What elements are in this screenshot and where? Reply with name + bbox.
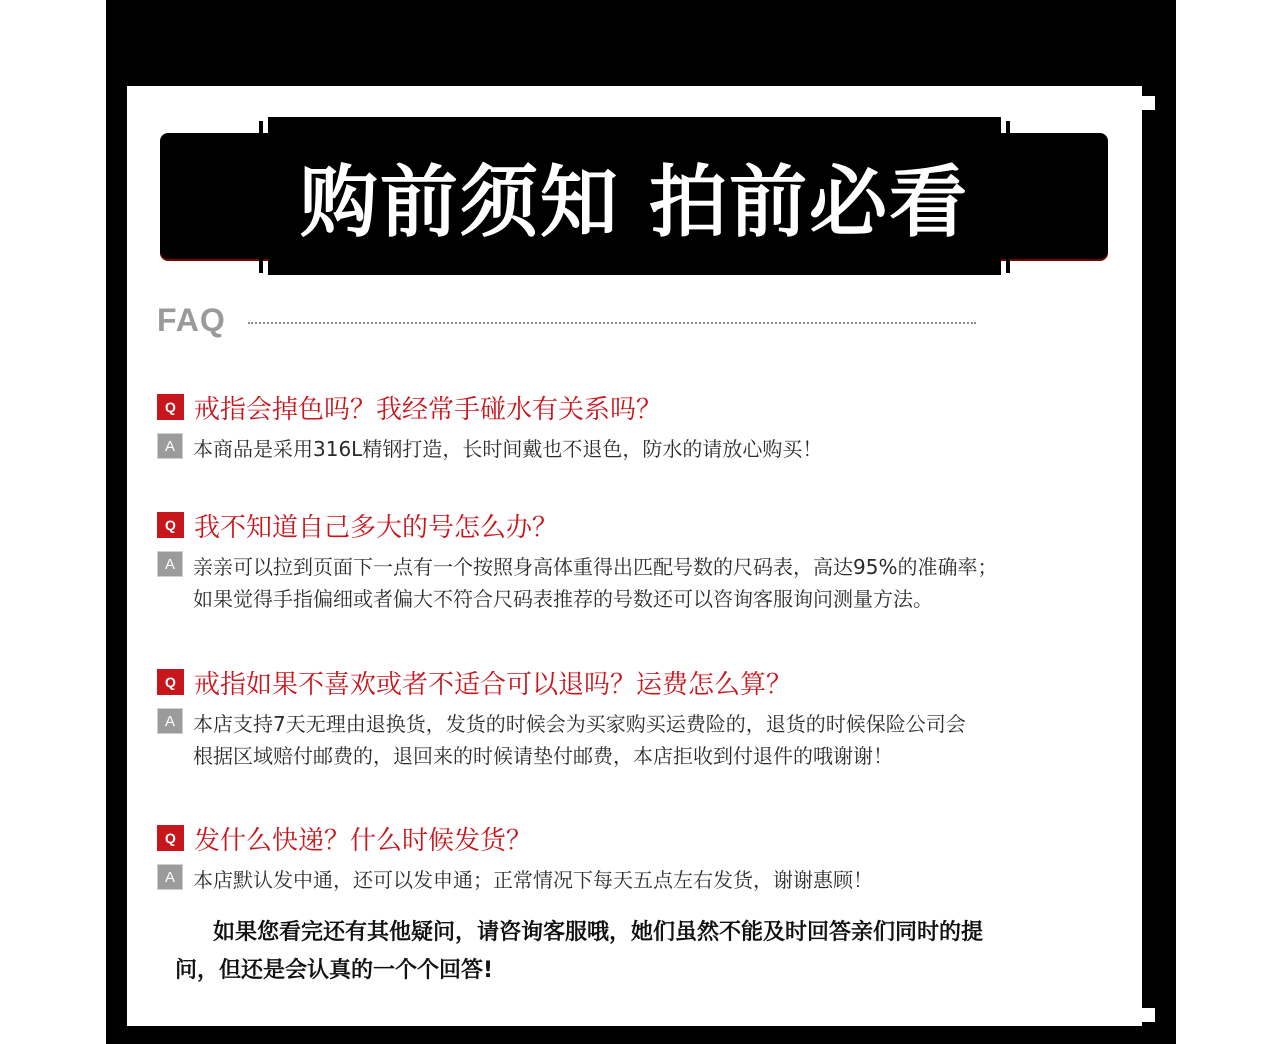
a-icon: A: [157, 433, 183, 459]
question-row: [157, 507, 1147, 543]
card-corner: [127, 1008, 139, 1022]
a-icon: A: [157, 551, 183, 577]
banner-title: 购前须知 拍前必看: [299, 158, 970, 248]
a-icon: A: [157, 864, 183, 890]
qa-item-4: [157, 820, 1147, 896]
q-icon: Q: [157, 512, 184, 538]
answer-text: 本店默认发中通，还可以发申通；正常情况下每天五点左右发货，谢谢惠顾！: [193, 868, 873, 892]
card-corner: [1141, 96, 1155, 110]
answer-row: [157, 433, 1147, 465]
question-text: 戒指如果不喜欢或者不适合可以退吗？运费怎么算？: [194, 669, 793, 700]
question-text: 戒指会掉色吗？我经常手碰水有关系吗？: [194, 394, 663, 425]
qa-item-3: [157, 664, 1147, 772]
closing-line: 如果您看完还有其他疑问，请咨询客服哦，她们虽然不能及时回答亲们同时的提: [213, 920, 984, 945]
question-row: [157, 820, 1147, 856]
qa-item-2: [157, 507, 1147, 615]
answer-text: 本商品是采用316L精钢打造，长时间戴也不退色，防水的请放心购买！: [193, 437, 823, 461]
faq-divider: [248, 322, 976, 324]
a-icon: A: [157, 708, 183, 734]
q-icon: Q: [157, 394, 184, 420]
q-icon: Q: [157, 825, 184, 851]
question-text: 我不知道自己多大的号怎么办？: [194, 512, 559, 543]
answer-row: [157, 708, 1147, 772]
answer-text: 亲亲可以拉到页面下一点有一个按照身高体重得出匹配号数的尺码表，高达95%的准确率；: [193, 555, 998, 579]
question-row: [157, 389, 1147, 425]
qa-item-1: [157, 389, 1147, 465]
card-corner: [1141, 1008, 1155, 1022]
banner-right-edge: [1006, 121, 1010, 273]
card-corner: [127, 96, 139, 110]
answer-text: 本店支持7天无理由退换货，发货的时候会为买家购买运费险的，退货的时候保险公司会: [193, 712, 966, 736]
answer-text: 如果觉得手指偏细或者偏大不符合尺码表推荐的号数还可以咨询客服询问测量方法。: [193, 587, 933, 611]
closing-line: 问，但还是会认真的一个个回答!: [175, 958, 494, 983]
answer-row: [157, 551, 1147, 615]
answer-row: [157, 864, 1147, 896]
answer-text: 根据区域赔付邮费的，退回来的时候请垫付邮费，本店拒收到付退件的哦谢谢！: [193, 744, 893, 768]
title-banner: [268, 117, 1001, 275]
q-icon: Q: [157, 669, 184, 695]
closing-note: [175, 914, 1135, 990]
banner-left-edge: [259, 121, 263, 273]
question-text: 发什么快递？什么时候发货？: [194, 825, 533, 856]
question-row: [157, 664, 1147, 700]
faq-label: FAQ: [157, 302, 226, 338]
